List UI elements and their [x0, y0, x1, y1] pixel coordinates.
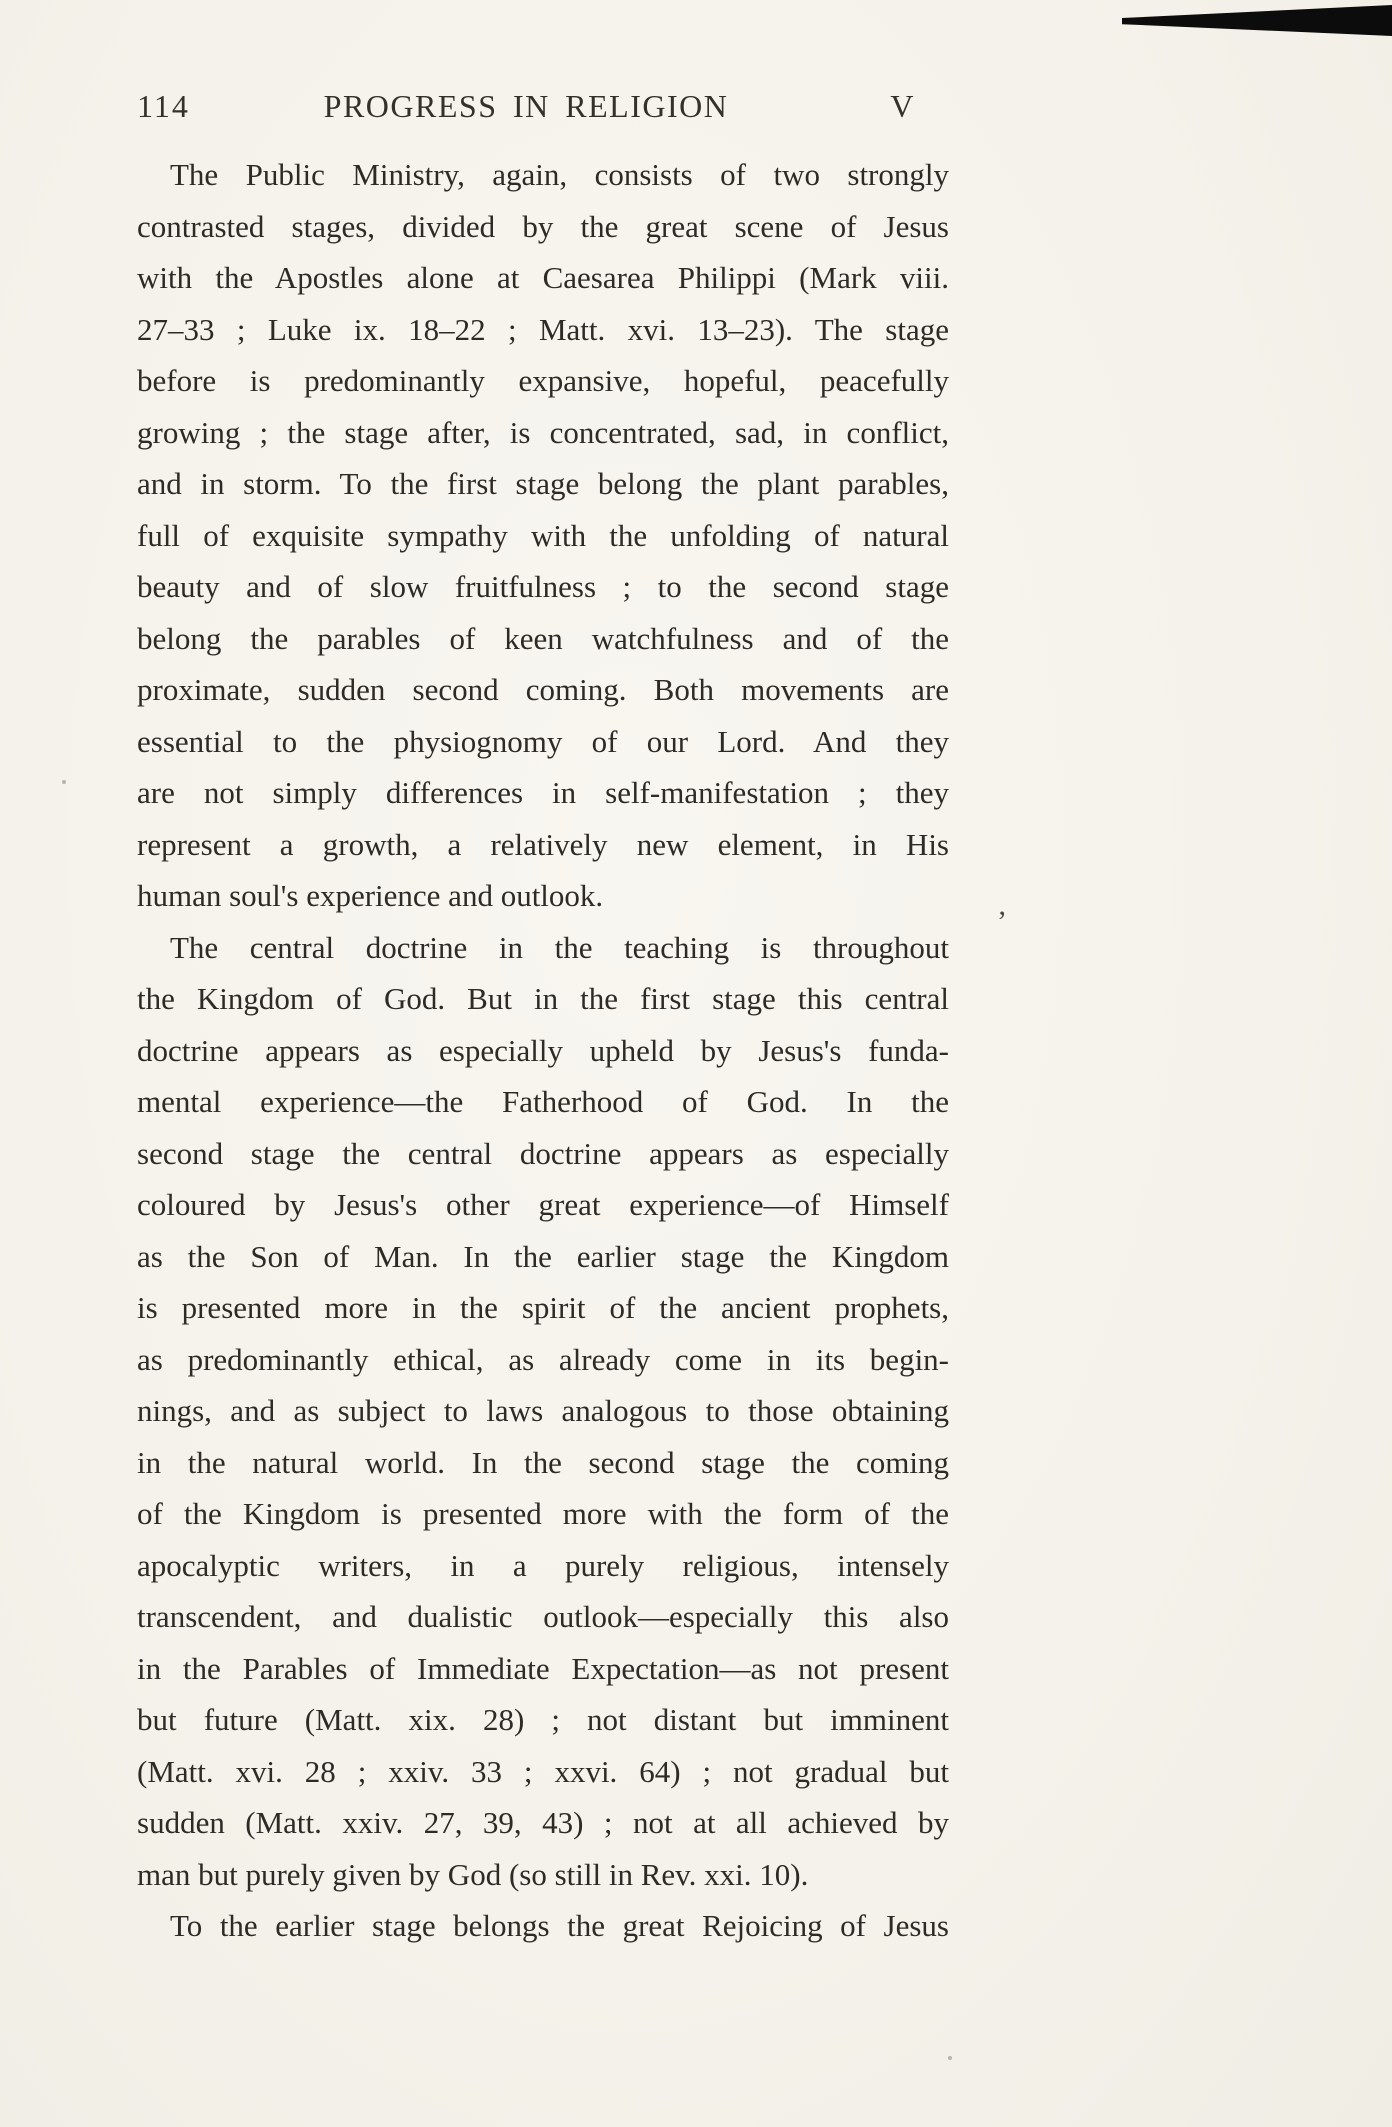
text-line: is presented more in the spirit of the ancient prophets, — [137, 1290, 949, 1325]
text-line: (Matt. xvi. 28 ; xxiv. 33 ; xxvi. 64) ; not gradual but — [137, 1753, 949, 1789]
text-line: are not simply differences in self-manifestation ; they — [137, 775, 949, 810]
scan-artifact-wedge — [1122, 5, 1392, 36]
text-line: before is predominantly expansive, hopeful, peacefully — [137, 363, 949, 398]
text-line: apocalyptic writers, in a purely religious, intensely — [137, 1547, 949, 1583]
text-line: beauty and of slow fruitfulness ; to the second stage — [137, 569, 949, 604]
text-line: as the Son of Man. In the earlier stage the Kingdom — [137, 1238, 949, 1274]
text-line: coloured by Jesus's other great experience—of Himself — [137, 1187, 949, 1222]
text-line: doctrine appears as especially upheld by Jesus's funda- — [137, 1032, 949, 1068]
section-numeral: V — [890, 88, 915, 124]
text-line: 27–33 ; Luke ix. 18–22 ; Matt. xvi. 13–23). The stage — [137, 311, 949, 347]
running-header — [137, 88, 949, 125]
text-line: represent a growth, a relatively new element, in His — [137, 826, 949, 862]
paragraph — [137, 922, 949, 1901]
text-line: and in storm. To the first stage belong the plant parables, — [137, 466, 949, 501]
text-line: The Public Ministry, again, consists of two strongly — [170, 157, 949, 192]
text-line: with the Apostles alone at Caesarea Philippi (Mark viii. — [137, 260, 949, 295]
text-line: To the earlier stage belongs the great Rejoicing of Jesus — [170, 1908, 949, 1943]
text-line: transcendent, and dualistic outlook—especially this also — [137, 1599, 949, 1634]
page-number: 114 — [137, 88, 190, 124]
paragraph — [137, 1900, 949, 1952]
text-line: sudden (Matt. xxiv. 27, 39, 43) ; not at all achieved by — [137, 1805, 949, 1840]
text-line: as predominantly ethical, as already come in its begin- — [137, 1341, 949, 1377]
text-line: The central doctrine in the teaching is throughout — [170, 929, 949, 965]
text-line: belong the parables of keen watchfulness and of the — [137, 620, 949, 656]
text-line: nings, and as subject to laws analogous to those obtaining — [137, 1393, 949, 1428]
text-line: mental experience—the Fatherhood of God. In the — [137, 1084, 949, 1119]
text-line: essential to the physiognomy of our Lord. And they — [137, 723, 949, 759]
text-line: but future (Matt. xix. 28) ; not distant but imminent — [137, 1702, 949, 1737]
body-text — [137, 149, 949, 1952]
text-line: the Kingdom of God. But in the first stage this central — [137, 981, 949, 1016]
text-line: in the natural world. In the second stage the coming — [137, 1444, 949, 1480]
text-line: contrasted stages, divided by the great scene of Jesus — [137, 208, 949, 244]
text-line: second stage the central doctrine appears as especially — [137, 1135, 949, 1171]
scan-artifact-mark: ’ — [997, 905, 1007, 938]
running-title: PROGRESS IN RELIGION — [323, 88, 729, 124]
scan-speck — [62, 780, 66, 784]
text-line: of the Kingdom is presented more with the form of the — [137, 1496, 949, 1531]
text-line: full of exquisite sympathy with the unfolding of natural — [137, 517, 949, 553]
text-line: man but purely given by God (so still in Rev. xxi. 10). — [137, 1856, 809, 1892]
text-line: human soul's experience and outlook. — [137, 878, 604, 913]
paragraph — [137, 149, 949, 922]
text-block — [137, 88, 949, 1952]
text-line: proximate, sudden second coming. Both movements are — [137, 672, 949, 707]
text-line: in the Parables of Immediate Expectation—as not present — [137, 1650, 949, 1686]
text-line: growing ; the stage after, is concentrated, sad, in conflict, — [137, 414, 949, 450]
scan-speck — [948, 2056, 952, 2060]
